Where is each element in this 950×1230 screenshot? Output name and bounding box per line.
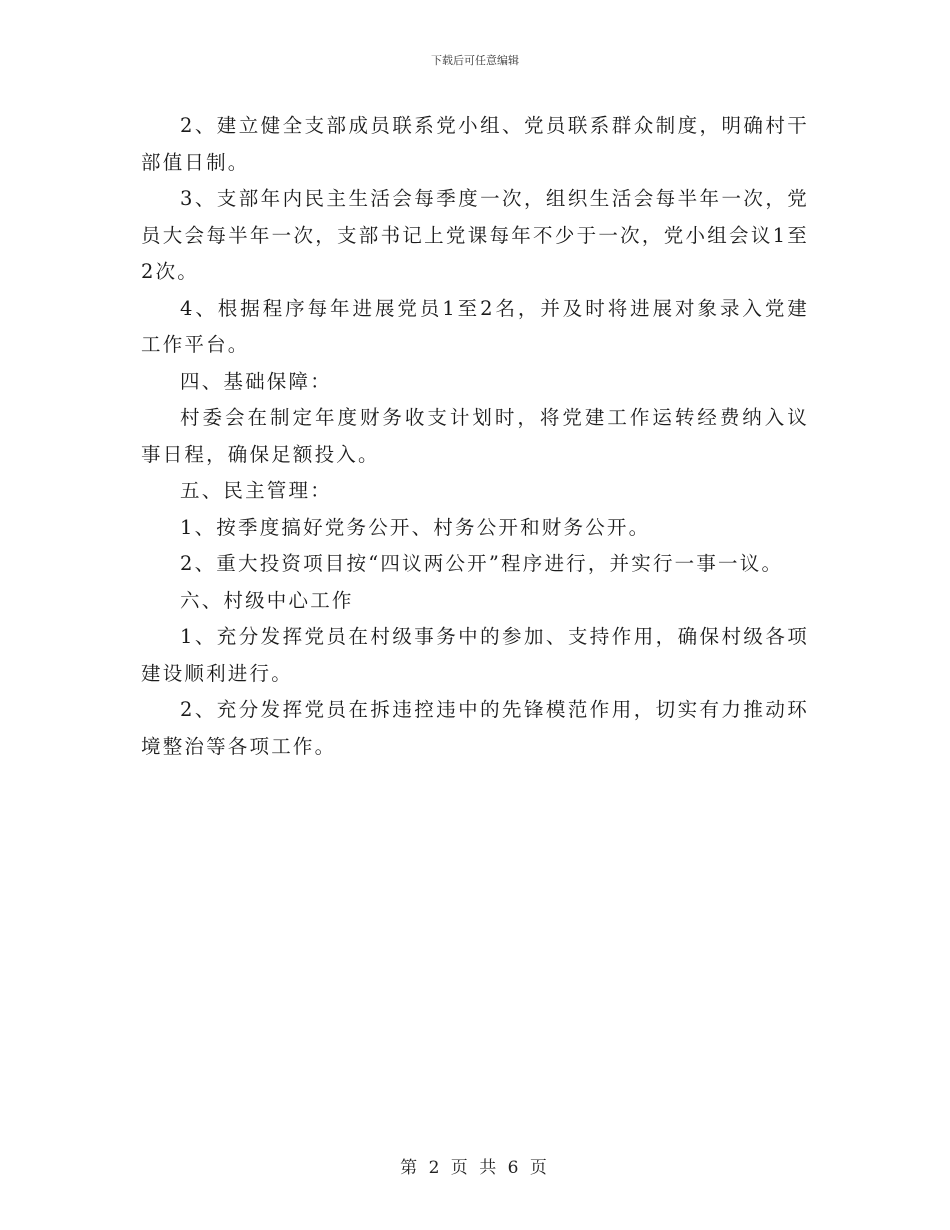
paragraph-meeting-schedule: 3、支部年内民主生活会每季度一次，组织生活会每半年一次，党员大会每半年一次，支部书记上党课每年不少于一次，党小组会议1至2次。 — [141, 187, 809, 283]
section-heading-central-work: 六、村级中心工作 — [180, 588, 354, 612]
section-heading-democratic-management: 五、民主管理： — [180, 479, 332, 502]
paragraph-village-affairs: 1、充分发挥党员在村级事务中的参加、支持作用，确保村级各项建设顺利进行。 — [141, 625, 809, 685]
section-heading-basic-guarantee: 四、基础保障： — [180, 369, 332, 393]
paragraph-member-development: 4、根据程序每年进展党员1至2名，并及时将进展对象录入党建工作平台。 — [141, 296, 809, 356]
paragraph-investment-procedure: 2、重大投资项目按“四议两公开”程序进行，并实行一事一议。 — [180, 552, 784, 575]
paragraph-disclosure: 1、按季度搞好党务公开、村务公开和财务公开。 — [180, 515, 651, 539]
paragraph-funding: 村委会在制定年度财务收支计划时，将党建工作运转经费纳入议事日程，确保足额投入。 — [141, 406, 809, 466]
document-body — [141, 108, 809, 765]
page-header: 下载后可任意编辑 — [431, 54, 519, 67]
paragraph-liaison-system: 2、建立健全支部成员联系党小组、党员联系群众制度，明确村干部值日制。 — [141, 114, 809, 174]
paragraph-environment: 2、充分发挥党员在拆违控违中的先锋模范作用，切实有力推动环境整治等各项工作。 — [141, 698, 809, 758]
page-number: 第 2 页 共 6 页 — [400, 1158, 550, 1178]
